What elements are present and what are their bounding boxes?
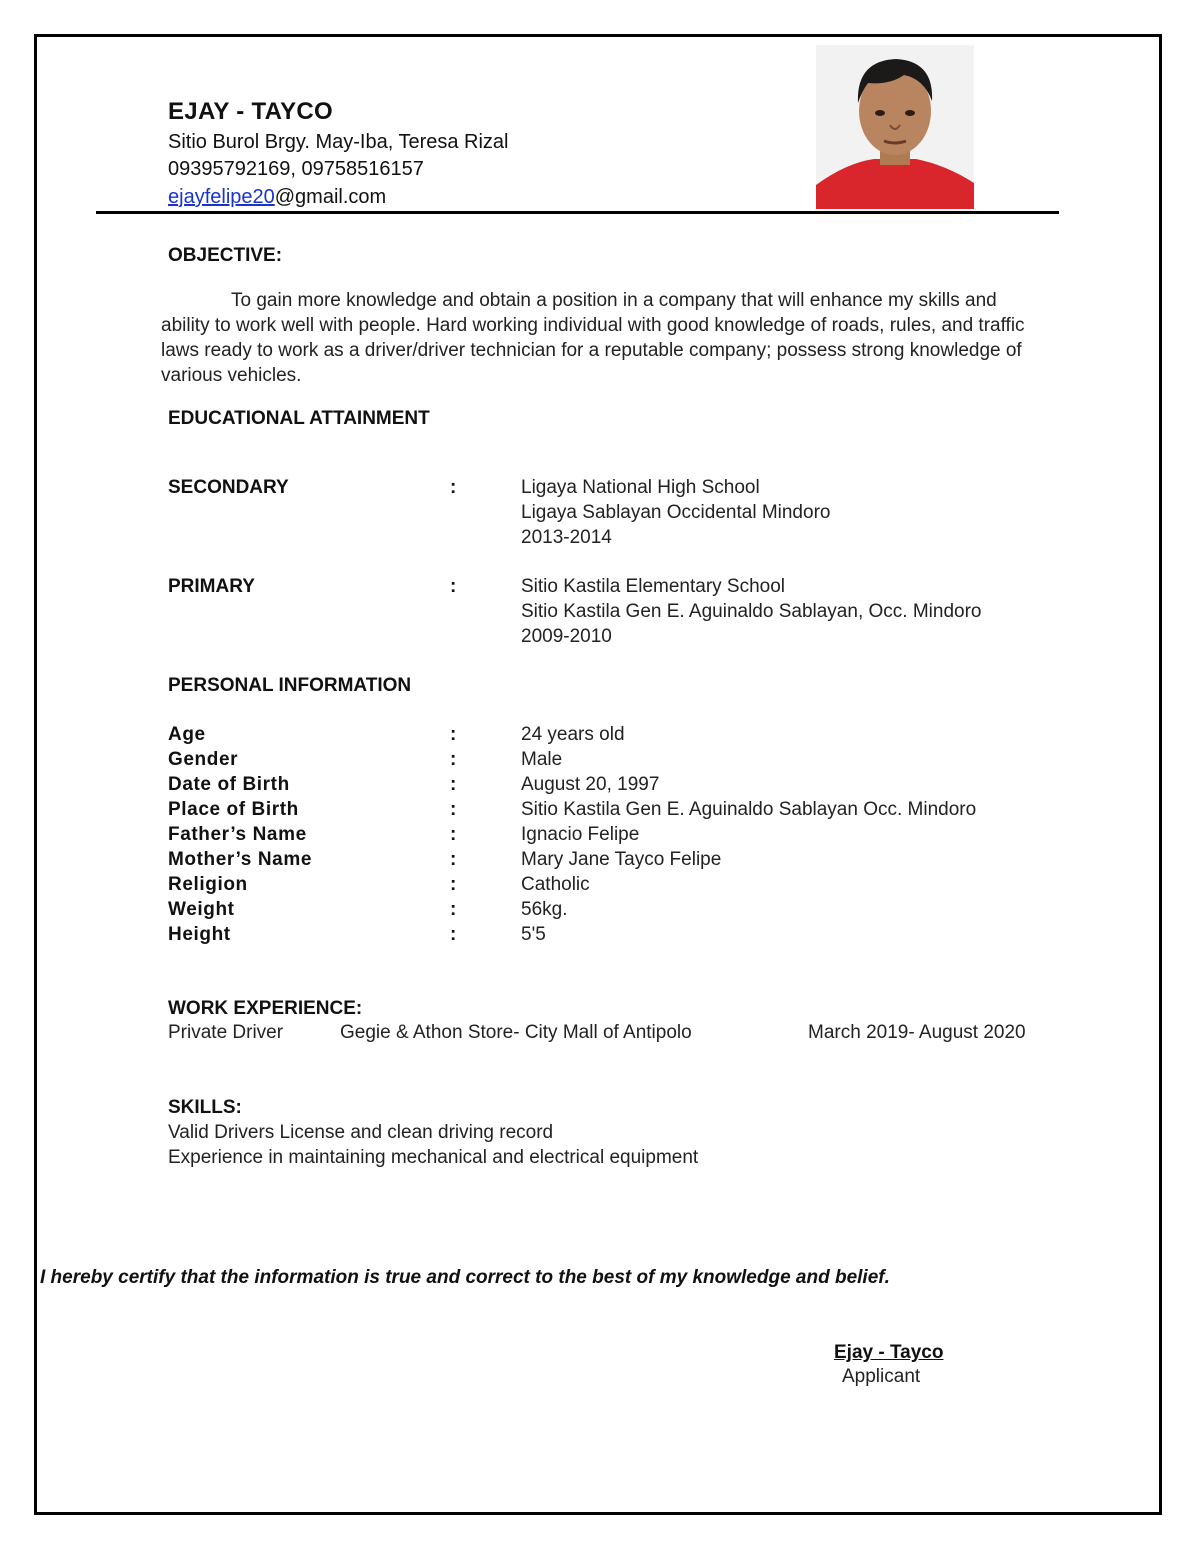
objective-heading: OBJECTIVE: <box>168 245 283 266</box>
skills-heading: SKILLS: <box>168 1097 242 1118</box>
value-fathers-name: Ignacio Felipe <box>521 824 640 845</box>
label-mothers-name: Mother’s Name <box>168 849 313 870</box>
personal-labels <box>168 724 312 949</box>
signature-name: Ejay - Tayco <box>834 1342 944 1363</box>
colon: : <box>450 924 457 945</box>
secondary-colon: : <box>450 477 457 498</box>
applicant-photo <box>816 45 974 209</box>
value-gender: Male <box>521 749 563 770</box>
secondary-school: Ligaya National High School <box>521 477 760 498</box>
work-heading: WORK EXPERIENCE: <box>168 998 363 1019</box>
colon: : <box>450 824 457 845</box>
work-period: March 2019- August 2020 <box>808 1022 1026 1043</box>
label-weight: Weight <box>168 899 235 920</box>
skills-list <box>168 1122 698 1172</box>
education-heading: EDUCATIONAL ATTAINMENT <box>168 408 430 429</box>
label-age: Age <box>168 724 206 745</box>
colon: : <box>450 799 457 820</box>
signature-role: Applicant <box>842 1366 921 1387</box>
value-height: 5'5 <box>521 924 546 945</box>
primary-label: PRIMARY <box>168 576 255 597</box>
secondary-label: SECONDARY <box>168 477 289 498</box>
secondary-years: 2013-2014 <box>521 527 612 548</box>
secondary-location: Ligaya Sablayan Occidental Mindoro <box>521 502 831 523</box>
skill-item: Experience in maintaining mechanical and electrical equipment <box>168 1147 699 1168</box>
colon: : <box>450 724 457 745</box>
objective-text: To gain more knowledge and obtain a position in a company that will enhance my skills and ability to work well with people. Hard working individual with good knowledge of roads, rules, and traffic laws ready to work as a driver/driver technician for a reputable company; possess strong knowledge of various vehicles. <box>161 290 1025 386</box>
address: Sitio Burol Brgy. May-Iba, Teresa Rizal <box>168 131 509 153</box>
label-gender: Gender <box>168 749 239 770</box>
label-religion: Religion <box>168 874 248 895</box>
primary-location: Sitio Kastila Gen E. Aguinaldo Sablayan, Occ. Mindoro <box>521 601 982 622</box>
email-link[interactable]: ejayfelipe20 <box>168 186 275 208</box>
secondary-details <box>521 477 830 552</box>
value-place-of-birth: Sitio Kastila Gen E. Aguinaldo Sablayan Occ. Mindoro <box>521 799 977 820</box>
skill-item: Valid Drivers License and clean driving record <box>168 1122 554 1143</box>
colon: : <box>450 749 457 770</box>
personal-heading: PERSONAL INFORMATION <box>168 675 412 696</box>
header-divider <box>96 211 1059 214</box>
value-age: 24 years old <box>521 724 625 745</box>
primary-details <box>521 576 981 651</box>
phone-numbers: 09395792169, 09758516157 <box>168 158 424 180</box>
colon: : <box>450 774 457 795</box>
personal-colons <box>450 724 456 949</box>
value-weight: 56kg. <box>521 899 568 920</box>
value-date-of-birth: August 20, 1997 <box>521 774 660 795</box>
colon: : <box>450 874 457 895</box>
colon: : <box>450 899 457 920</box>
label-fathers-name: Father’s Name <box>168 824 307 845</box>
email-domain: @gmail.com <box>274 186 387 208</box>
applicant-name: EJAY - TAYCO <box>168 98 334 125</box>
label-place-of-birth: Place of Birth <box>168 799 299 820</box>
primary-years: 2009-2010 <box>521 626 612 647</box>
work-position: Private Driver <box>168 1022 284 1043</box>
certification-statement: I hereby certify that the information is true and correct to the best of my knowledge and belief. <box>40 1267 890 1288</box>
value-mothers-name: Mary Jane Tayco Felipe <box>521 849 722 870</box>
personal-values <box>521 724 976 949</box>
primary-colon: : <box>450 576 457 597</box>
primary-school: Sitio Kastila Elementary School <box>521 576 786 597</box>
work-company: Gegie & Athon Store- City Mall of Antipolo <box>340 1022 692 1043</box>
email <box>168 186 386 209</box>
value-religion: Catholic <box>521 874 590 895</box>
label-height: Height <box>168 924 231 945</box>
label-date-of-birth: Date of Birth <box>168 774 290 795</box>
colon: : <box>450 849 457 870</box>
